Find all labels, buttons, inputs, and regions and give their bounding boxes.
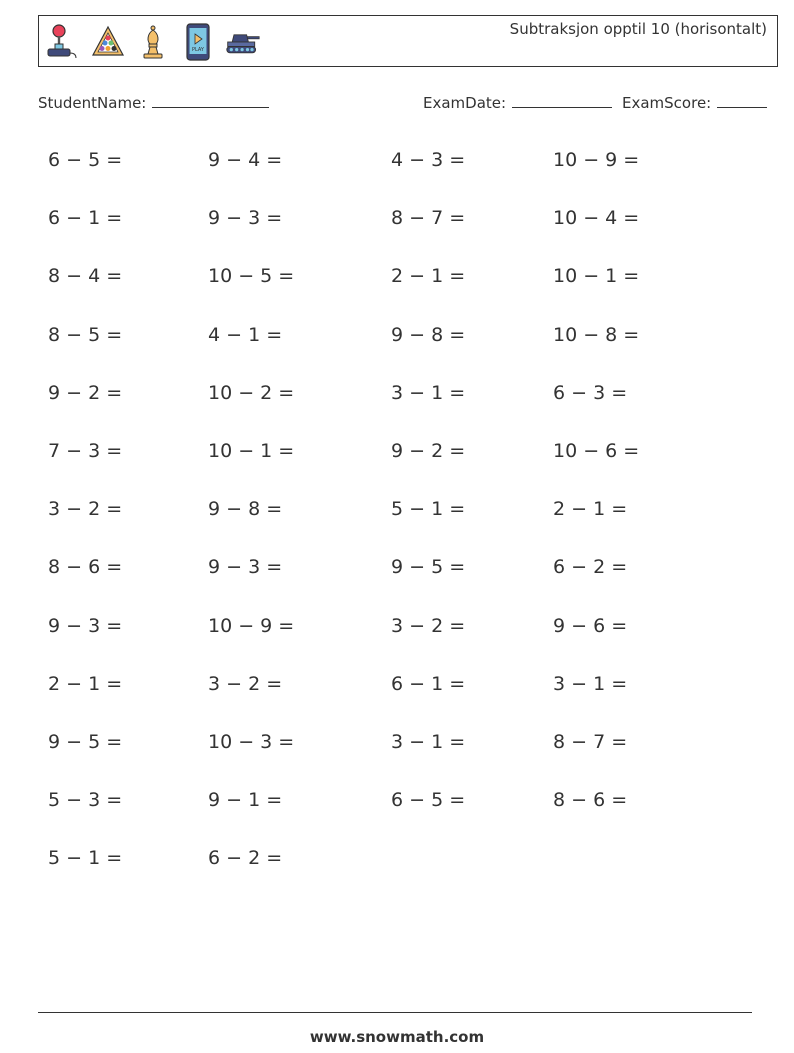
problem-item: 9 − 4 = <box>208 149 283 171</box>
problem-item: 6 − 5 = <box>48 149 123 171</box>
exam-date-blank <box>512 93 612 108</box>
problem-item: 3 − 1 = <box>391 381 466 404</box>
header-box <box>38 15 778 67</box>
exam-score-field <box>622 93 767 112</box>
problem-item: 9 − 8 = <box>208 498 283 521</box>
worksheet-title: Subtraksjon opptil 10 (horisontalt) <box>509 20 767 38</box>
problem-item: 3 − 1 = <box>553 672 628 695</box>
problem-item: 7 − 3 = <box>48 439 123 462</box>
problem-item: 10 − 2 = <box>208 381 295 404</box>
problem-item: 6 − 3 = <box>553 381 628 404</box>
student-name-field <box>38 93 269 112</box>
problem-row <box>48 727 748 785</box>
problem-item: 10 − 4 = <box>553 207 640 230</box>
problem-item: 10 − 5 = <box>208 265 295 288</box>
problem-row <box>48 785 748 843</box>
student-name-blank <box>152 93 269 108</box>
problem-item: 8 − 7 = <box>391 207 466 230</box>
icon-strip <box>45 21 261 63</box>
footer-divider <box>38 1012 752 1013</box>
tablet-play-icon <box>180 22 216 62</box>
tablet-label: PLAY <box>191 47 205 53</box>
problem-item: 9 − 8 = <box>391 323 466 346</box>
tank-icon <box>225 22 261 62</box>
problem-item: 8 − 4 = <box>48 265 123 288</box>
footer-website: www.snowmath.com <box>309 1028 485 1046</box>
problem-row <box>48 145 748 203</box>
problem-item: 9 − 2 = <box>391 439 466 462</box>
problem-row <box>48 494 748 552</box>
problem-item: 5 − 1 = <box>48 847 123 870</box>
billiard-rack-icon <box>90 22 126 62</box>
problem-item: 4 − 1 = <box>208 323 283 346</box>
problem-item: 10 − 6 = <box>553 439 640 462</box>
problem-item: 6 − 1 = <box>391 672 466 695</box>
problem-item: 2 − 1 = <box>48 672 123 695</box>
problem-row <box>48 669 748 727</box>
problem-item: 8 − 7 = <box>553 730 628 753</box>
problem-item: 5 − 1 = <box>391 498 466 521</box>
problem-item: 10 − 3 = <box>208 730 295 753</box>
problem-item: 6 − 2 = <box>208 847 283 870</box>
problem-item: 10 − 1 = <box>553 265 640 288</box>
problem-item: 6 − 2 = <box>553 556 628 579</box>
problem-item: 9 − 5 = <box>391 556 466 579</box>
problem-item: 9 − 5 = <box>48 730 123 753</box>
exam-score-label: ExamScore: <box>622 94 712 112</box>
problem-row <box>48 843 748 901</box>
problem-item: 9 − 3 = <box>48 614 123 637</box>
chess-bishop-icon <box>135 22 171 62</box>
problem-row <box>48 203 748 261</box>
problem-item: 8 − 6 = <box>48 556 123 579</box>
problem-item: 10 − 8 = <box>553 323 640 346</box>
problem-row <box>48 320 748 378</box>
problem-item: 2 − 1 = <box>553 498 628 521</box>
exam-date-label: ExamDate: <box>423 94 507 112</box>
problem-item: 8 − 6 = <box>553 789 628 812</box>
exam-score-blank <box>717 93 767 108</box>
joystick-icon <box>45 22 81 62</box>
problem-item: 8 − 5 = <box>48 323 123 346</box>
problem-row <box>48 261 748 319</box>
problem-item: 10 − 9 = <box>553 149 640 171</box>
problem-row <box>48 378 748 436</box>
problem-item: 9 − 3 = <box>208 556 283 579</box>
problem-item: 9 − 6 = <box>553 614 628 637</box>
problem-item: 2 − 1 = <box>391 265 466 288</box>
problem-item: 9 − 3 = <box>208 207 283 230</box>
problem-grid <box>48 145 748 901</box>
problem-item: 3 − 2 = <box>391 614 466 637</box>
problem-row <box>48 611 748 669</box>
exam-date-field <box>423 93 612 112</box>
problem-item: 10 − 1 = <box>208 439 295 462</box>
problem-row <box>48 552 748 610</box>
student-name-label: StudentName: <box>38 94 147 112</box>
problem-item: 3 − 2 = <box>48 498 123 521</box>
problem-item: 6 − 5 = <box>391 789 466 812</box>
problem-item: 3 − 1 = <box>391 730 466 753</box>
problem-item: 4 − 3 = <box>391 149 466 171</box>
problem-item: 5 − 3 = <box>48 789 123 812</box>
problem-item: 3 − 2 = <box>208 672 283 695</box>
problem-item: 10 − 9 = <box>208 614 295 637</box>
problem-item: 9 − 2 = <box>48 381 123 404</box>
problem-item: 9 − 1 = <box>208 789 283 812</box>
problem-row <box>48 436 748 494</box>
problem-item: 6 − 1 = <box>48 207 123 230</box>
